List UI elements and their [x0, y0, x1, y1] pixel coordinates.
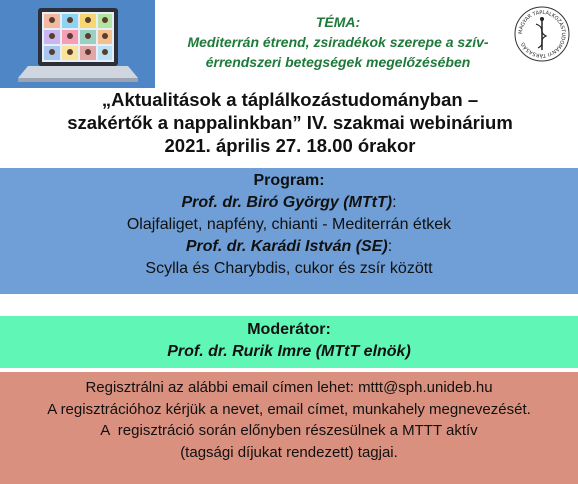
title-line-1: „Aktualitások a táplálkozástudományban –	[101, 89, 479, 110]
theme-line-1: Mediterrán étrend, zsiradékok szerepe a szív-	[187, 34, 489, 50]
moderator-name: Prof. dr. Rurik Imre (MTtT elnök)	[167, 343, 411, 360]
registration-line-2: A regisztrációhoz kérjük a nevet, email címet, munkahely megnevezését.	[47, 400, 531, 418]
speaker-2-topic: Scylla és Charybdis, cukor és zsír között	[145, 260, 433, 277]
society-logo	[512, 4, 572, 64]
speaker-2-name: Prof. dr. Karádi István (SE)	[185, 238, 388, 255]
video-conference-illustration	[0, 0, 155, 88]
program-band	[0, 168, 578, 294]
speaker-1	[0, 192, 578, 214]
speaker-1-name: Prof. dr. Biró György (MTtT)	[181, 194, 393, 211]
title-line-3: 2021. április 27. 18.00 órakor	[164, 135, 416, 156]
caduceus-seal-icon	[512, 4, 572, 64]
registration-band	[0, 372, 578, 484]
program-heading: Program:	[253, 172, 325, 189]
title-line-2: szakértők a nappalinkban” IV. szakmai webinárium	[67, 112, 513, 133]
moderator-heading: Moderátor:	[247, 321, 331, 338]
speaker-2	[0, 236, 578, 258]
registration-line-3: A regisztráció során előnyben részesülnek a MTTT aktív	[100, 422, 478, 439]
speaker-1-suffix: :	[392, 194, 397, 211]
laptop-video-call-icon	[0, 0, 155, 88]
registration-line-1: Regisztrálni az alábbi email címen lehet: mttt@sph.unideb.hu	[85, 379, 493, 396]
logo-arc-text: MAGYAR TÁPLÁLKOZÁSTUDOMÁNYI TÁRSASÁG	[517, 9, 567, 59]
webinar-title	[20, 88, 560, 157]
registration-line-4: (tagsági díjukat rendezett) tagjai.	[180, 443, 398, 461]
theme-line-2: érrendszeri betegségek megelőzésében	[205, 54, 471, 70]
speaker-2-suffix: :	[387, 238, 393, 255]
moderator-band	[0, 316, 578, 368]
theme-label: TÉMA:	[315, 14, 361, 30]
theme-block	[158, 12, 518, 72]
header	[0, 0, 578, 168]
speaker-1-topic: Olajfaliget, napfény, chianti - Mediterrán étkek	[126, 216, 452, 233]
